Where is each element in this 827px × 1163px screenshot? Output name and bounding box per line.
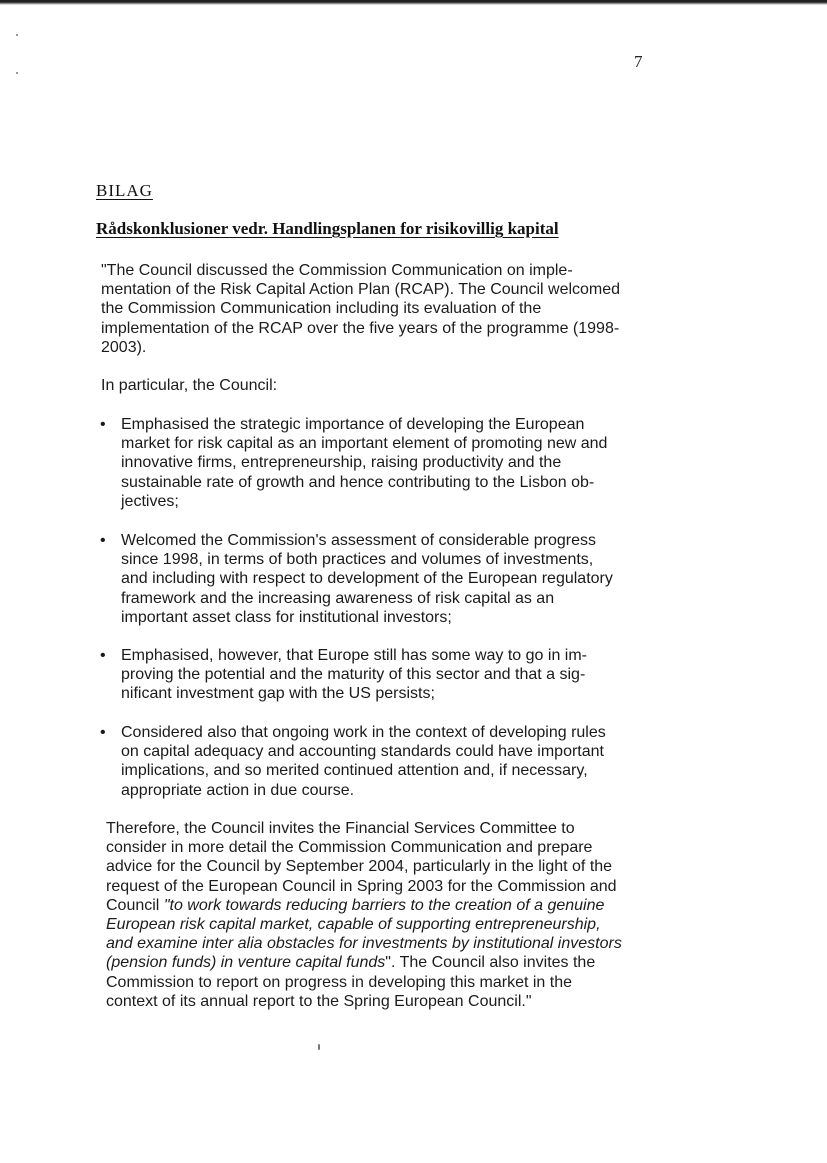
lead-paragraph: In particular, the Council: [101,377,278,394]
scan-speck [16,34,18,36]
page-number: 7 [634,52,643,71]
bullet-icon: • [100,647,106,664]
list-item-text: Emphasised, however, that Europe still has some way to go in improving the potential and the maturity of this sector and that a significant investment gap with the US persists; [121,647,587,703]
bullet-icon: • [100,724,106,741]
scan-top-border [0,0,827,5]
bullet-icon: • [100,532,106,549]
closing-text-2: ". The Council also invites the Commission to report on progress in developing this market in the context of its annual report to the Spring European Council." [106,954,596,1010]
scan-speck [318,1044,320,1050]
scan-speck [16,72,18,74]
list-item-text: Considered also that ongoing work in the context of developing rules on capital adequacy and accounting standards could have important implications, and so merited continued attention and, if necessary, appropriate action in due course. [121,724,606,799]
page-subheading: Rådskonklusioner vedr. Handlingsplanen for risikovillig kapital [96,219,559,238]
closing-text-1: Therefore, the Council invites the Financial Services Committee to consider in more detail the Commission Communication and prepare advice for the Council by September 2004, particularly in the light of the request of the European Council in Spring 2003 for the Commission and Council [106,820,617,914]
bullet-icon: • [100,416,106,433]
list-item-text: Emphasised the strategic importance of developing the European market for risk capital as an important element of promoting new and innovative firms, entrepreneurship, raising productivity and the sustainable rate of growth and hence contributing to the Lisbon objectives; [121,416,608,510]
closing-paragraph [106,819,626,1011]
intro-paragraph: "The Council discussed the Commission Communication on implementation of the Risk Capital Action Plan (RCAP). The Council welcomed the Commission Communication including its evaluation of the implementation of the RCAP over the five years of the programme (1998-2003). [101,262,621,356]
list-item-text: Welcomed the Commission's assessment of considerable progress since 1998, in terms of both practices and volumes of investments, and including with respect to development of the European regulatory framework and the increasing awareness of risk capital as an important asset class for institutional investors; [121,532,613,626]
page-heading: BILAG [96,181,153,200]
closing-quote: "to work towards reducing barriers to the creation of a genuine European risk capital market, capable of supporting entrepreneurship, and examine inter alia obstacles for investments by institutional investors (pension funds) in venture capital funds [106,896,622,972]
